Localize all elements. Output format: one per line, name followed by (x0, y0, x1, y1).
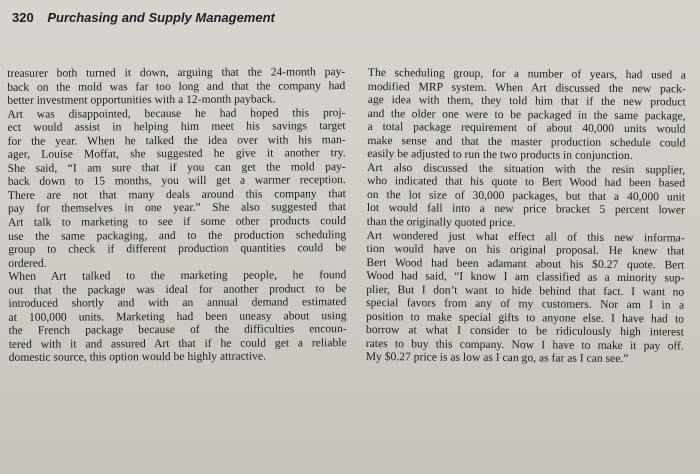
text-line: Wood had said, “I know I am classified as a minority sup- (366, 269, 685, 285)
text-line: the French package because of the difficulties encoun- (8, 322, 347, 338)
text-line: My $0.27 price is as low as I can go, as far as I can see.” (365, 350, 629, 366)
text-line: group to check if different production quantities could be (8, 241, 347, 256)
text-line: Art talk to marketing to see if some other products could (8, 214, 347, 229)
text-line: who indicated that his quote to Bert Wood had been based (367, 174, 686, 190)
text-line: ect would assist in helping him meet his savings target (7, 119, 346, 135)
text-line: domestic source, this option would be highly attractive. (8, 350, 267, 365)
text-line: better investment opportunities with a 12-month payback. (7, 92, 276, 107)
text-line: Art also discussed the situation with the resin supplier, (367, 160, 686, 177)
text-line: back down to 15 months, you will get a warmer reception. (7, 173, 346, 189)
page-number: 320 (12, 10, 34, 25)
text-line: make sense and that the master production schedule could (367, 133, 686, 150)
text-line: than the originally quoted price. (366, 215, 516, 230)
text-line: pay for themselves in one year.” She also suggested that (7, 200, 346, 216)
text-line: out that the package was ideal for another product to be (8, 281, 347, 297)
right-text-column (366, 66, 686, 367)
text-line: tion would have on his original proposal. He knew that (366, 242, 685, 258)
text-line: The scheduling group, for a number of years, had used a (367, 66, 686, 82)
text-line: tered with it and assured Art that if he could get a reliable (8, 336, 347, 351)
text-line: borrow at what I consider to be ridiculously high interest (365, 323, 684, 339)
text-line: ager, Louise Moffat, she suggested he give it another try. (7, 146, 346, 162)
running-header (12, 10, 275, 25)
text-line: modified MRP system. When Art discussed the new pack- (367, 79, 686, 96)
text-line: introduced shortly and with an annual demand estimated (8, 295, 347, 311)
text-line: age idea with them, they told him that if the new product (367, 93, 686, 109)
text-line: a total package requirement of about 40,000 units would (367, 120, 686, 136)
text-line: easily be adjusted to run the two products in conjunction. (367, 147, 633, 163)
text-line: use the same packaging, and to the production scheduling (8, 227, 347, 243)
text-line: position to make special gifts to anyone else. I have had to (365, 309, 685, 326)
text-line: ordered. (8, 256, 47, 270)
text-line: plier, But I don’t want to hide behind that fact. I want no (366, 282, 685, 299)
book-title: Purchasing and Supply Management (47, 10, 275, 25)
text-line: rates to buy this company. Now I have to make it pay off. (365, 336, 684, 353)
text-line: She said, “I am sure that if you can get the mold pay- (7, 159, 346, 175)
text-line: at 100,000 units. Marketing had been uneasy about using (8, 308, 347, 324)
text-line: Art was disappointed, because he had hoped this proj- (7, 105, 346, 121)
text-line: Bert Wood had been adamant about his $0.27 quote. Bert (366, 255, 685, 272)
text-line: back on the mold was far too long and that the company had (7, 78, 346, 94)
left-text-column (7, 65, 347, 365)
text-line: lot would fall into a new price bracket 5 percent lower (366, 201, 685, 217)
text-line: treasurer both turned it down, arguing that the 24-month pay- (7, 65, 346, 80)
text-line: There are not that many deals around this company that (7, 187, 346, 202)
text-line: for the year. When he talked the idea over with his man- (7, 132, 346, 148)
text-line: Art wondered just what effect all of this new informa- (366, 228, 685, 245)
text-line: on the lot size of 30,000 packages, but that a 40,000 unit (366, 187, 686, 204)
text-line: special favors from any of my customers. Nor am I in a (366, 296, 685, 312)
text-line: and the older one were to be packaged in the same package, (367, 106, 686, 123)
text-line: When Art talked to the marketing people, he found (8, 268, 347, 284)
